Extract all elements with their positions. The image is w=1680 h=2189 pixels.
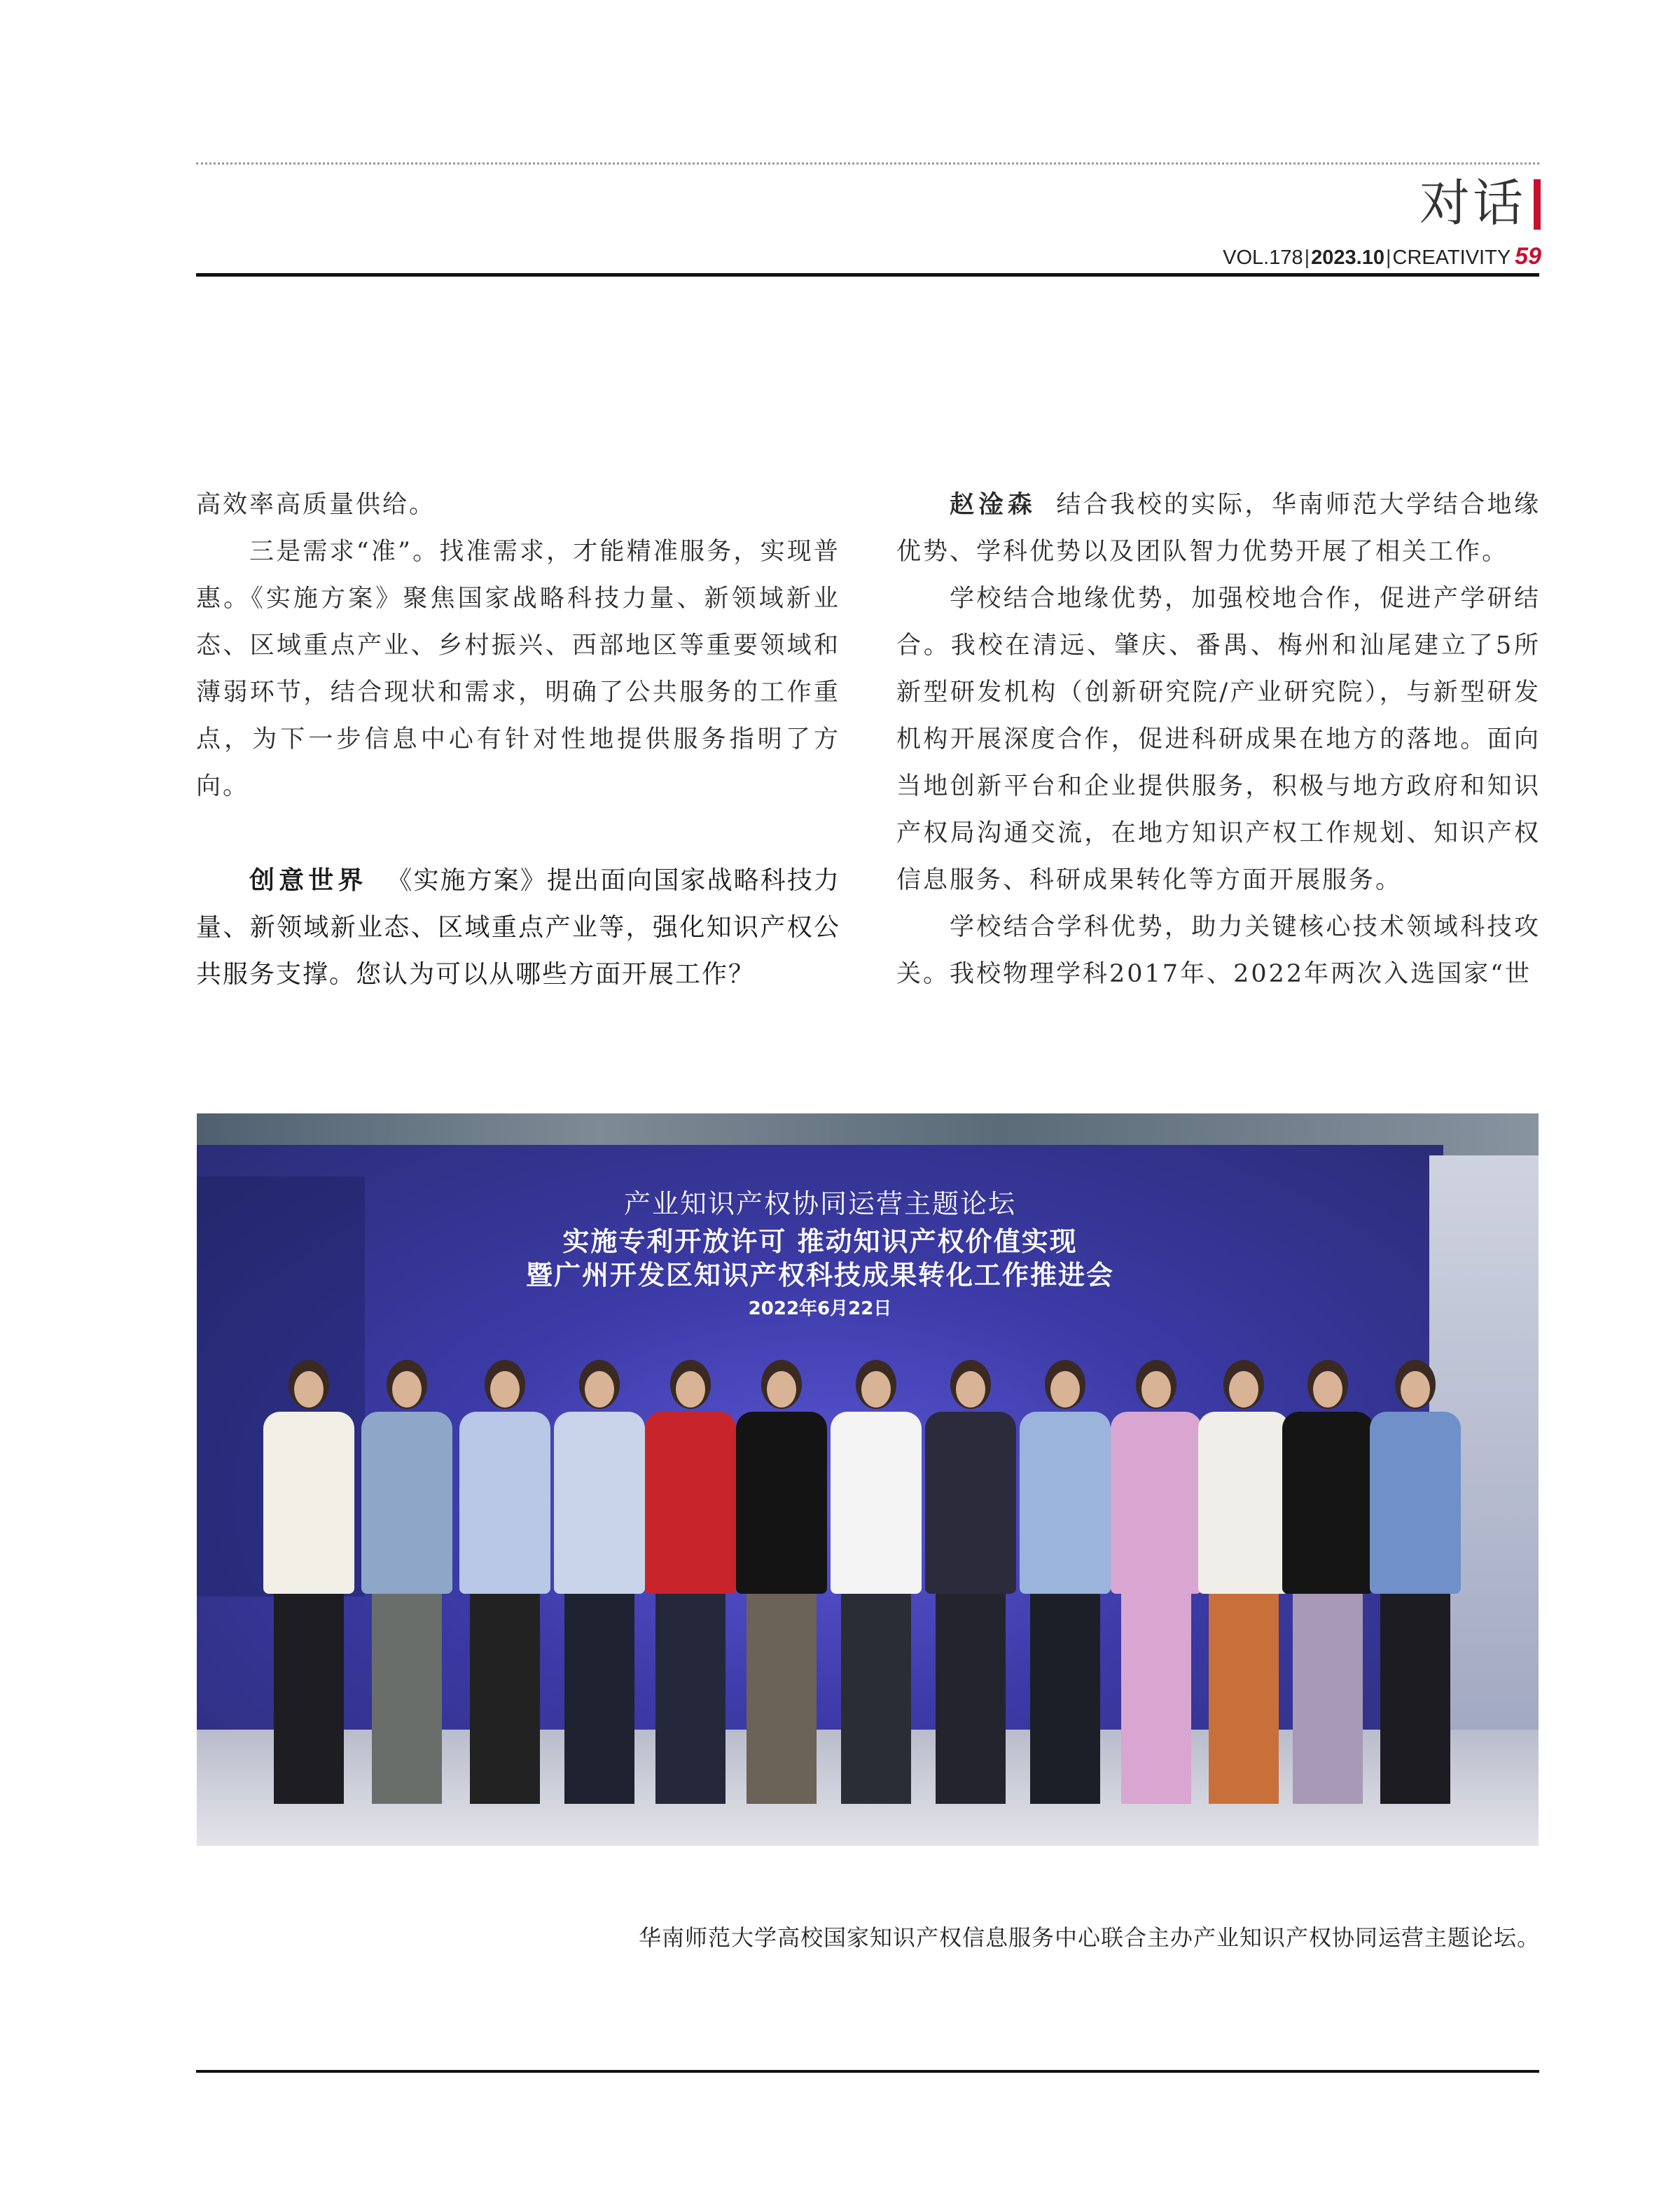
photo-caption: 华南师范大学高校国家知识产权信息服务中心联合主办产业知识产权协同运营主题论坛。: [638, 1924, 1540, 1951]
right-column: [896, 482, 1541, 998]
paragraph: 学校结合学科优势，助力关键核心技术领域科技攻关。我校物理学科2017年、2022年两次入选国家“世: [896, 913, 1541, 988]
person-figure: [831, 1360, 922, 1804]
interview-question: [196, 857, 840, 998]
spacer: [196, 810, 840, 857]
board-title: 产业知识产权协同运营主题论坛: [623, 1188, 1016, 1219]
answer-paragraph: [896, 482, 1541, 576]
header-dotted-rule: [196, 162, 1539, 165]
person-figure: [736, 1360, 827, 1804]
paragraph: 学校结合地缘优势，加强校地合作，促进产学研结合。我校在清远、肇庆、番禺、梅州和汕尾建立了5所新型研发机构（创新研究院/产业研究院），与新型研发机构开展深度合作，促进科研成果在地方的落地。面向当地创新平台和企业提供服务，积极与地方政府和知识产权局沟通交流，在地方知识产权工作规划、知识产权信息服务、科研成果转化等方面开展服务。: [896, 585, 1541, 894]
person-figure: [554, 1360, 645, 1804]
person-figure: [1020, 1360, 1111, 1804]
person-figure: [1370, 1360, 1461, 1804]
paragraph: 三是需求“准”。找准需求，才能精准服务，实现普惠。《实施方案》聚焦国家战略科技力量、新领域新业态、区域重点产业、乡村振兴、西部地区等重要领域和薄弱环节，结合现状和需求，明确了公共服务的工作重点，为下一步信息中心有针对性地提供服务指明了方向。: [196, 538, 840, 800]
event-photo: [197, 1113, 1539, 1846]
header-rule: [196, 273, 1539, 277]
person-figure: [1282, 1360, 1373, 1804]
folio: VOL.178|2023.10|CREATIVITY 59: [1223, 243, 1541, 270]
section-accent-bar: [1534, 179, 1541, 230]
paragraph: 高效率高质量供给。: [196, 491, 436, 519]
issue-date: 2023.10: [1311, 246, 1384, 269]
board-date: 2022年6月22日: [748, 1298, 892, 1319]
footer-rule: [196, 2070, 1539, 2073]
question-label: 创意世界: [249, 866, 368, 895]
question-text: 《实施方案》提出面向国家战略科技力量、新领域新业态、区域重点产业等，强化知识产权公共服务支撑。您认为可以从哪些方面开展工作？: [196, 866, 840, 989]
answer-text: 结合我校的实际，华南师范大学结合地缘优势、学科优势以及团队智力优势开展了相关工作。: [896, 491, 1541, 566]
board-headline: 实施专利开放许可 推动知识产权价值实现: [562, 1226, 1078, 1257]
section-title: 对话: [1419, 174, 1526, 232]
person-figure: [925, 1360, 1016, 1804]
person-figure: [1198, 1360, 1289, 1804]
person-figure: [361, 1360, 452, 1804]
person-figure: [263, 1360, 354, 1804]
left-column: [196, 482, 840, 998]
person-figure: [645, 1360, 736, 1804]
page-number: 59: [1515, 243, 1541, 270]
person-figure: [1111, 1360, 1202, 1804]
person-figure: [459, 1360, 550, 1804]
volume: VOL.178: [1223, 246, 1303, 269]
speaker-name: 赵淦森: [950, 491, 1037, 519]
magazine-name: CREATIVITY: [1392, 246, 1511, 269]
board-subheadline: 暨广州开发区知识产权科技成果转化工作推进会: [525, 1260, 1114, 1291]
